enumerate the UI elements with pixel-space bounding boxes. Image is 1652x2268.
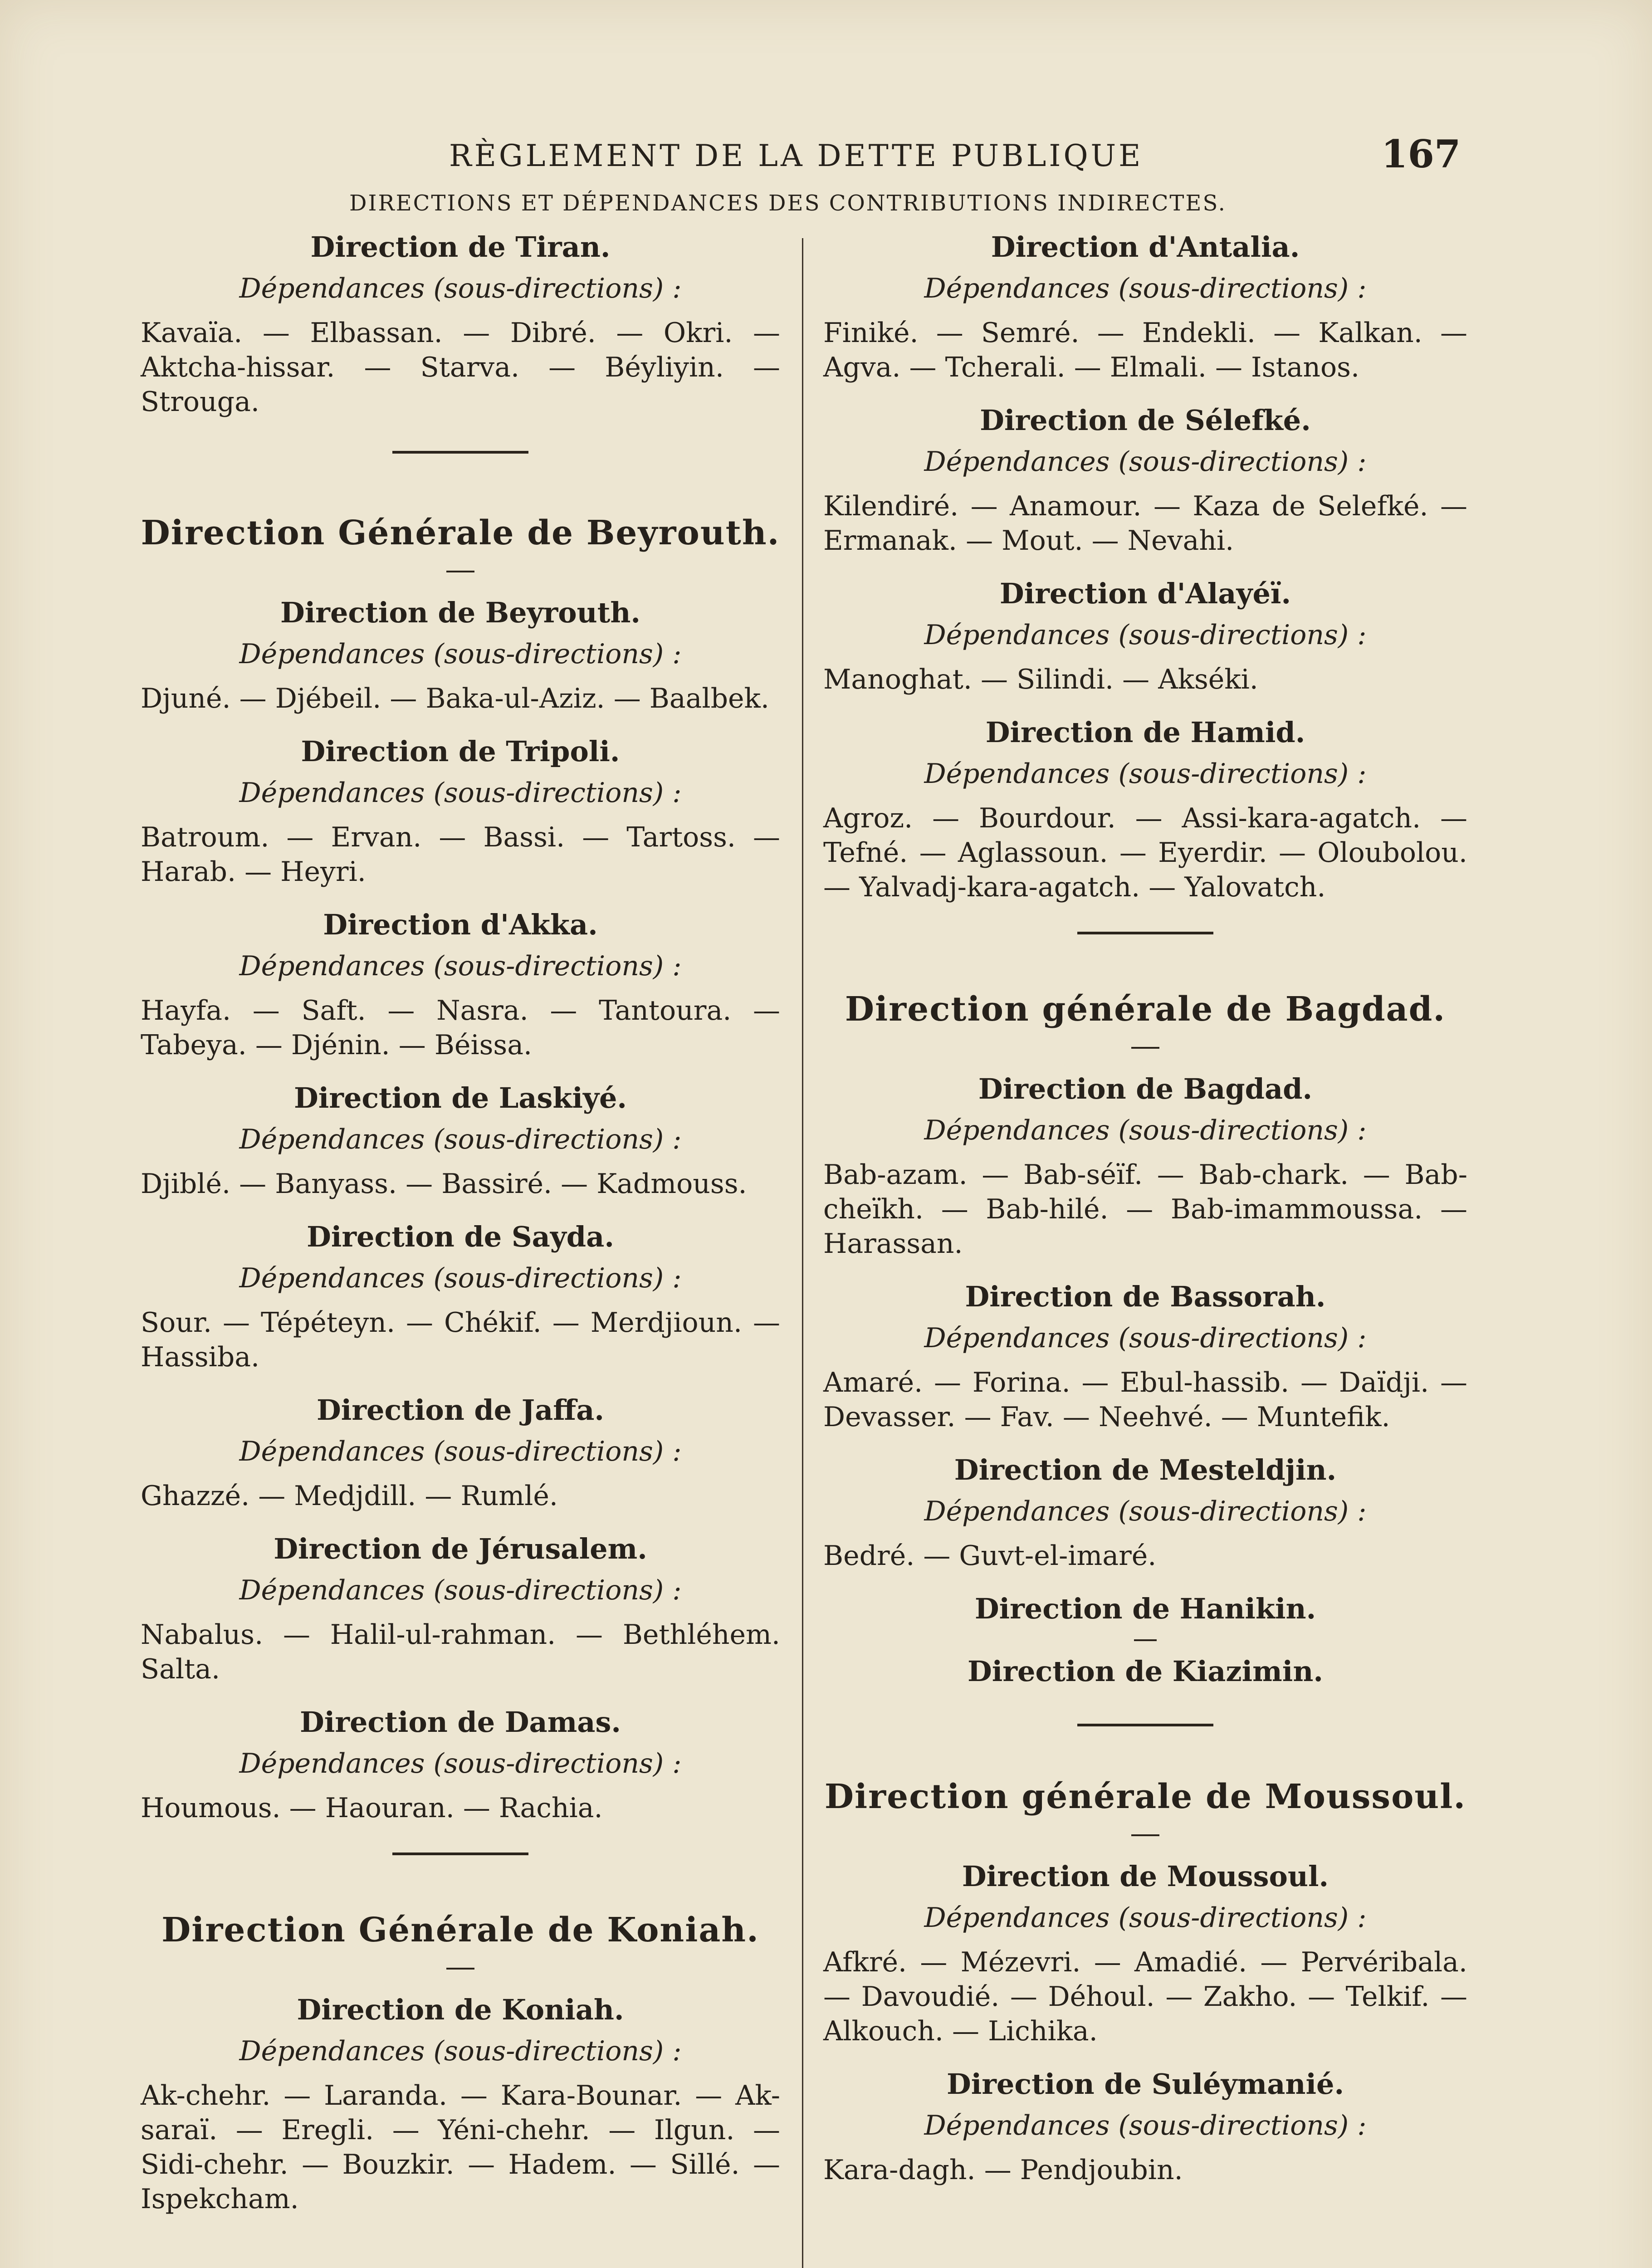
general-direction-title: Direction générale de Moussoul.: [824, 1777, 1466, 1816]
direction-laskiye: [141, 1078, 780, 1201]
dependances-text: Afkré. — Mézevri. — Amadié. — Pervéribala. — Davoudié. — Déhoul. — Zakho. — Telkif. — Alkouch. — Lichika.: [823, 1946, 1467, 2047]
direction-jerusalem: [141, 1529, 780, 1686]
short-dash: [446, 571, 474, 572]
direction-akka: [141, 904, 780, 1062]
dependances-text: Bab-azam. — Bab-séïf. — Bab-chark. — Bab-cheïkh. — Bab-hilé. — Bab-imammoussa. — Harassan.: [823, 1159, 1467, 1260]
direction-title: Direction d'Antalia.: [991, 230, 1300, 264]
direction-hanikin: [823, 1589, 1467, 1641]
section-rule: [392, 451, 528, 454]
dependances-text: Bedré. — Guvt-el-imaré.: [823, 1540, 1157, 1572]
direction-title: Direction de Sélefké.: [980, 404, 1311, 437]
dependances-text: Sour. — Tépéteyn. — Chékif. — Merdjioun. — Hassiba.: [141, 1307, 780, 1373]
left-column: [141, 227, 780, 2232]
dependances-label: Dépendances (sous-directions) :: [239, 1748, 682, 1779]
dependances-text: Kavaïa. — Elbassan. — Dibré. — Okri. — Aktcha-hissar. — Starva. — Béyliyin. — Strouga.: [141, 317, 780, 418]
direction-title: Direction de Jérusalem.: [274, 1532, 647, 1565]
dependances-label: Dépendances (sous-directions) :: [924, 2110, 1367, 2141]
dependances-label: Dépendances (sous-directions) :: [239, 1574, 682, 1606]
dependances-label: Dépendances (sous-directions) :: [239, 1262, 682, 1294]
dependances-label: Dépendances (sous-directions) :: [239, 1124, 682, 1155]
direction-title: Direction de Hamid.: [985, 716, 1305, 749]
direction-title: Direction d'Akka.: [323, 908, 598, 941]
column-divider: [802, 238, 803, 2268]
direction-mesteldjin: [823, 1450, 1467, 1573]
direction-koniah: [141, 1989, 780, 2216]
direction-title: Direction de Bagdad.: [978, 1072, 1313, 1105]
direction-damas: [141, 1702, 780, 1825]
general-direction-title: Direction Générale de Koniah.: [161, 1911, 759, 1950]
direction-kiazimin: [823, 1651, 1467, 1692]
dependances-text: Agroz. — Bourdour. — Assi-kara-agatch. — Tefné. — Aglassoun. — Eyerdir. — Oloubolou. — Yalvadj-kara-agatch. — Yalovatch.: [823, 802, 1467, 903]
dependances-label: Dépendances (sous-directions) :: [239, 638, 682, 670]
dependances-label: Dépendances (sous-directions) :: [239, 2035, 682, 2067]
dependances-text: Manoghat. — Silindi. — Akséki.: [823, 664, 1258, 695]
direction-title: Direction de Koniah.: [297, 1993, 624, 2026]
direction-title: Direction de Suléymanié.: [946, 2068, 1344, 2101]
direction-tiran: [141, 227, 780, 419]
short-dash: [1134, 1639, 1157, 1641]
page-subtitle: DIRECTIONS ET DÉPENDANCES DES CONTRIBUTIONS INDIRECTES.: [349, 191, 1227, 216]
dependances-label: Dépendances (sous-directions) :: [239, 1436, 682, 1467]
direction-jaffa: [141, 1390, 780, 1513]
dependances-text: Batroum. — Ervan. — Bassi. — Tartoss. — Harab. — Heyri.: [141, 821, 780, 888]
direction-title: Direction de Tiran.: [310, 230, 611, 264]
dependances-text: Ak-chehr. — Laranda. — Kara-Bounar. — Ak-saraï. — Eregli. — Yéni-chehr. — Ilgun. — Sidi-chehr. — Bouzkir. — Hadem. — Sillé. — Ispekcham.: [141, 2080, 780, 2215]
dependances-text: Amaré. — Forina. — Ebul-hassib. — Daïdji. — Devasser. — Fav. — Neehvé. — Muntefik.: [823, 1367, 1467, 1433]
general-direction-title: Direction Générale de Beyrouth.: [141, 513, 780, 552]
short-dash: [1131, 1834, 1159, 1836]
dependances-label: Dépendances (sous-directions) :: [924, 1114, 1367, 1146]
direction-moussoul: [823, 1856, 1467, 2048]
dependances-label: Dépendances (sous-directions) :: [239, 273, 682, 304]
direction-bassorah: [823, 1276, 1467, 1434]
dependances-label: Dépendances (sous-directions) :: [924, 1496, 1367, 1527]
direction-beyrouth: [141, 592, 780, 716]
direction-title: Direction de Bassorah.: [965, 1280, 1326, 1313]
dependances-text: Hayfa. — Saft. — Nasra. — Tantoura. — Tabeya. — Djénin. — Béissa.: [141, 995, 780, 1061]
dependances-text: Finiké. — Semré. — Endekli. — Kalkan. — Agva. — Tcherali. — Elmali. — Istanos.: [823, 317, 1467, 383]
direction-sayda: [141, 1217, 780, 1374]
direction-title: Direction de Beyrouth.: [280, 596, 641, 629]
direction-bagdad: [823, 1069, 1467, 1261]
short-dash: [1131, 1047, 1159, 1049]
direction-title: Direction de Kiazimin.: [968, 1655, 1323, 1688]
section-rule: [392, 1853, 528, 1855]
dependances-label: Dépendances (sous-directions) :: [924, 446, 1367, 478]
direction-hamid: [823, 712, 1467, 904]
dependances-text: Ghazzé. — Medjdill. — Rumlé.: [141, 1480, 558, 1512]
direction-title: Direction d'Alayéï.: [999, 577, 1291, 610]
direction-title: Direction de Mesteldjin.: [954, 1453, 1337, 1486]
direction-title: Direction de Sayda.: [307, 1220, 614, 1253]
section-rule: [1077, 932, 1213, 934]
direction-title: Direction de Laskiyé.: [293, 1081, 627, 1114]
direction-selefke: [823, 400, 1467, 558]
direction-antalia: [823, 227, 1467, 385]
dependances-label: Dépendances (sous-directions) :: [239, 777, 682, 809]
short-dash: [446, 1968, 474, 1970]
direction-title: Direction de Jaffa.: [317, 1393, 604, 1427]
direction-alayei: [823, 573, 1467, 697]
dependances-text: Djiblé. — Banyass. — Bassiré. — Kadmouss.: [141, 1168, 747, 1200]
general-direction-title: Direction générale de Bagdad.: [845, 990, 1446, 1029]
dependances-text: Houmous. — Haouran. — Rachia.: [141, 1792, 603, 1824]
right-column: [823, 227, 1467, 2203]
direction-title: Direction de Damas.: [300, 1706, 621, 1739]
direction-title: Direction de Moussoul.: [962, 1860, 1329, 1893]
dependances-text: Kara-dagh. — Pendjoubin.: [823, 2154, 1183, 2186]
section-rule: [1077, 1724, 1213, 1726]
page-number: 167: [1381, 132, 1461, 176]
dependances-text: Djuné. — Djébeil. — Baka-ul-Aziz. — Baalbek.: [141, 683, 769, 714]
running-title: RÈGLEMENT DE LA DETTE PUBLIQUE: [449, 138, 1144, 173]
dependances-label: Dépendances (sous-directions) :: [924, 1322, 1367, 1354]
dependances-label: Dépendances (sous-directions) :: [924, 619, 1367, 651]
direction-title: Direction de Tripoli.: [301, 735, 620, 768]
dependances-label: Dépendances (sous-directions) :: [924, 273, 1367, 304]
direction-suleymanie: [823, 2064, 1467, 2187]
dependances-label: Dépendances (sous-directions) :: [239, 950, 682, 982]
direction-tripoli: [141, 731, 780, 889]
dependances-text: Kilendiré. — Anamour. — Kaza de Selefké. — Ermanak. — Mout. — Nevahi.: [823, 490, 1467, 557]
dependances-label: Dépendances (sous-directions) :: [924, 758, 1367, 790]
dependances-text: Nabalus. — Halil-ul-rahman. — Bethléhem. Salta.: [141, 1619, 780, 1685]
dependances-label: Dépendances (sous-directions) :: [924, 1902, 1367, 1934]
direction-title: Direction de Hanikin.: [974, 1592, 1316, 1625]
